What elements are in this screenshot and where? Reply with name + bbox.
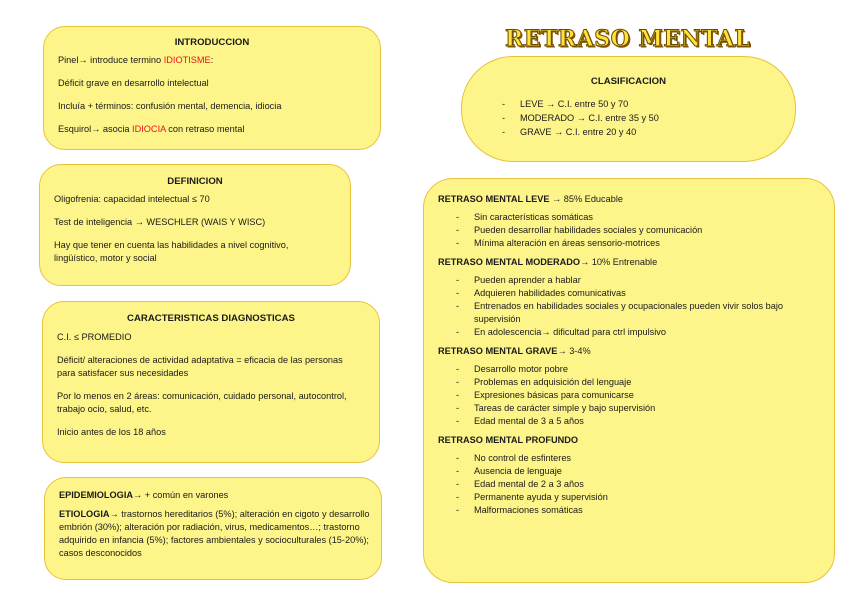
- def-line-test: Test de inteligencia → WESCHLER (WAIS Y WISC): [54, 217, 266, 227]
- list-item: - Desarrollo motor pobre: [438, 363, 820, 376]
- list-item: - Ausencia de lenguaje: [438, 465, 820, 478]
- epidemiologia-text: → + común en varones: [133, 490, 229, 500]
- intro-line-incluia: Incluía + términos: confusión mental, demencia, idiocia: [58, 101, 282, 111]
- definicion-heading: DEFINICION: [167, 176, 223, 187]
- list-item: - Tareas de carácter simple y bajo supervisión: [438, 402, 820, 415]
- grave-suffix: → 3-4%: [557, 346, 591, 357]
- caracteristicas-card: [42, 301, 380, 463]
- clasificacion-card: [461, 56, 796, 162]
- definicion-card: [39, 164, 351, 286]
- leve-label: RETRASO MENTAL LEVE: [438, 194, 550, 204]
- leve-suffix: → 85% Educable: [549, 194, 623, 204]
- list-item: - Permanente ayuda y supervisión: [438, 491, 820, 504]
- intro-idiotisme-term: IDIOTISME: [163, 55, 211, 65]
- list-item: - En adolescencia→ dificultad para ctrl impulsivo: [438, 326, 820, 339]
- list-item: - Edad mental de 2 a 3 años: [438, 478, 820, 491]
- clasificacion-heading: CLASIFICACION: [590, 76, 667, 87]
- list-item: - Problemas en adquisición del lenguaje: [438, 376, 820, 389]
- intro-line-deficit: Déficit grave en desarrollo intelectual: [58, 78, 209, 88]
- list-item: - Entrenados en habilidades sociales y ocupacionales pueden vivir solos bajo supervisión: [438, 300, 820, 326]
- list-item: - MODERADO → C.I. entre 35 y 50: [484, 111, 795, 125]
- carac-line-ci: C.I. ≤ PROMEDIO: [57, 332, 132, 342]
- intro-line-pinel: [58, 54, 366, 67]
- caracteristicas-heading: CARACTERISTICAS DIAGNOSTICAS: [127, 313, 295, 324]
- etiologia-text: → trastornos hereditarios (5%); alteración en cigoto y desarrollo embrión (30%); alteración por radiación, virus, medicamentos…; trastorno adquirido en infancia (5%); factores ambientales y socioculturales (15-20%); casos desconocidos: [59, 509, 370, 558]
- def-line-habilidades: Hay que tener en cuenta las habilidades a nivel cognitivo, lingüístico, motor y social: [54, 240, 289, 263]
- list-item: - GRAVE → C.I. entre 20 y 40: [484, 125, 795, 139]
- intro-line-esquirol: [58, 123, 366, 136]
- list-item: - Pueden aprender a hablar: [438, 274, 820, 287]
- list-item: - LEVE → C.I. entre 50 y 70: [484, 97, 795, 111]
- list-item: - Malformaciones somáticas: [438, 504, 820, 517]
- moderado-list: [438, 274, 820, 338]
- def-line-oligofrenia: Oligofrenia: capacidad intelectual ≤ 70: [54, 194, 210, 204]
- list-item: - Expresiones básicas para comunicarse: [438, 389, 820, 402]
- page-title: RETRASO MENTAL: [505, 26, 751, 52]
- intro-idiocia-term: IDIOCIA: [132, 124, 166, 134]
- carac-line-inicio: Inicio antes de los 18 años: [57, 427, 166, 437]
- etiologia-paragraph: [59, 508, 371, 560]
- intro-esquirol-suffix: con retraso mental: [165, 124, 245, 134]
- moderado-suffix: → 10% Entrenable: [580, 257, 658, 268]
- grave-list: [438, 363, 820, 427]
- intro-esquirol-prefix: Esquirol→ asocia: [58, 124, 133, 134]
- epidemiologia-line: [59, 489, 367, 502]
- list-item: - Sin características somáticas: [438, 211, 820, 224]
- moderado-label: RETRASO MENTAL MODERADO: [438, 257, 581, 268]
- epidemiologia-label: EPIDEMIOLOGIA: [59, 490, 134, 500]
- intro-pinel-prefix: Pinel→ introduce termino: [58, 55, 164, 65]
- niveles-card: [423, 178, 835, 583]
- grave-heading: [438, 346, 820, 356]
- list-item: - Edad mental de 3 a 5 años: [438, 415, 820, 428]
- introduccion-heading: INTRODUCCION: [174, 37, 250, 48]
- list-item: - Pueden desarrollar habilidades sociales y comunicación: [438, 224, 820, 237]
- profundo-heading: [438, 435, 820, 445]
- clasificacion-list: [484, 97, 795, 139]
- leve-list: [438, 211, 820, 249]
- list-item: - No control de esfinteres: [438, 452, 820, 465]
- list-item: - Mínima alteración en áreas sensorio-motrices: [438, 237, 820, 250]
- carac-line-deficit: Déficit/ alteraciones de actividad adaptativa = eficacia de las personas para satisfacer sus necesidades: [57, 355, 343, 378]
- carac-line-areas: Por lo menos en 2 áreas: comunicación, cuidado personal, autocontrol, trabajo ocio, salud, etc.: [57, 391, 347, 414]
- profundo-label: RETRASO MENTAL PROFUNDO: [438, 435, 579, 446]
- leve-heading: [438, 194, 820, 204]
- list-item: - Adquieren habilidades comunicativas: [438, 287, 820, 300]
- moderado-heading: [438, 257, 820, 267]
- introduccion-card: [43, 26, 381, 150]
- grave-label: RETRASO MENTAL GRAVE: [438, 346, 558, 357]
- profundo-list: [438, 452, 820, 516]
- etiologia-label: ETIOLOGIA: [59, 509, 110, 519]
- epidemiologia-card: [44, 477, 382, 580]
- intro-pinel-suffix: :: [210, 55, 214, 65]
